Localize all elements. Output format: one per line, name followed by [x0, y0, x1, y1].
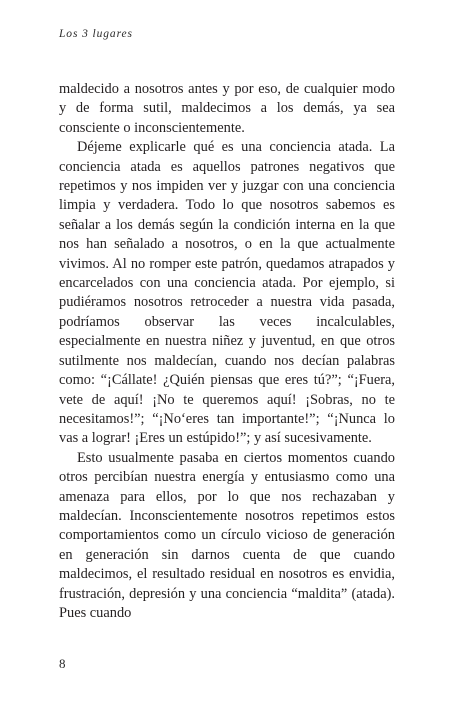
paragraph-circulo-vicioso: Esto usualmente pasaba en ciertos momentos cuando otros percibían nuestra energía y entusiasmo como una amenaza para ellos, por lo que nos rechazaban y maldecían. Inconscientemente nosotros repetimos estos comportamientos como un círculo vicioso de generación en generación sin darnos cuenta de que cuando maldecimos, el resultado residual en nosotros es envidia, frustración, depresión y una conciencia “maldita” (atada). Pues cuando	[59, 449, 395, 621]
running-head: Los 3 lugares	[59, 28, 133, 40]
paragraph-conciencia-atada: Déjeme explicarle qué es una conciencia atada. La conciencia atada es aquellos patrones negativos que repetimos y nos impiden ver y juzgar con una conciencia limpia y verdadera. Todo lo que nosotros sabemos es señalar a los demás según la condición interna en la que nos han señalado a nosotros, o en la que actualmente vivimos. Al no romper este patrón, quedamos atrapados y encarcelados con una conciencia atada. Por ejemplo, si pudiéramos nosotros retroceder a nuestra vida pasada, podríamos observar las veces incalculables, especialmente en nuestra niñez y juventud, en que otros sutilmente nos maldecían, cuando nos decían palabras como: “¡Cállate! ¿Quién piensas que eres tú?”; “¡Fuera, vete de aquí! ¡No te queremos aquí! ¡Sobras, no te necesitamos!”; “¡No‘eres tan importante!”; “¡Nunca lo vas a lograr! ¡Eres un estúpido!”; y así sucesivamente.	[59, 139, 395, 447]
body-text	[59, 80, 395, 623]
page-number: 8	[59, 656, 66, 671]
paragraph-continuation: maldecido a nosotros antes y por eso, de cualquier modo y de forma sutil, maldecimos a los demás, ya sea consciente o inconscientemente.	[59, 81, 395, 136]
